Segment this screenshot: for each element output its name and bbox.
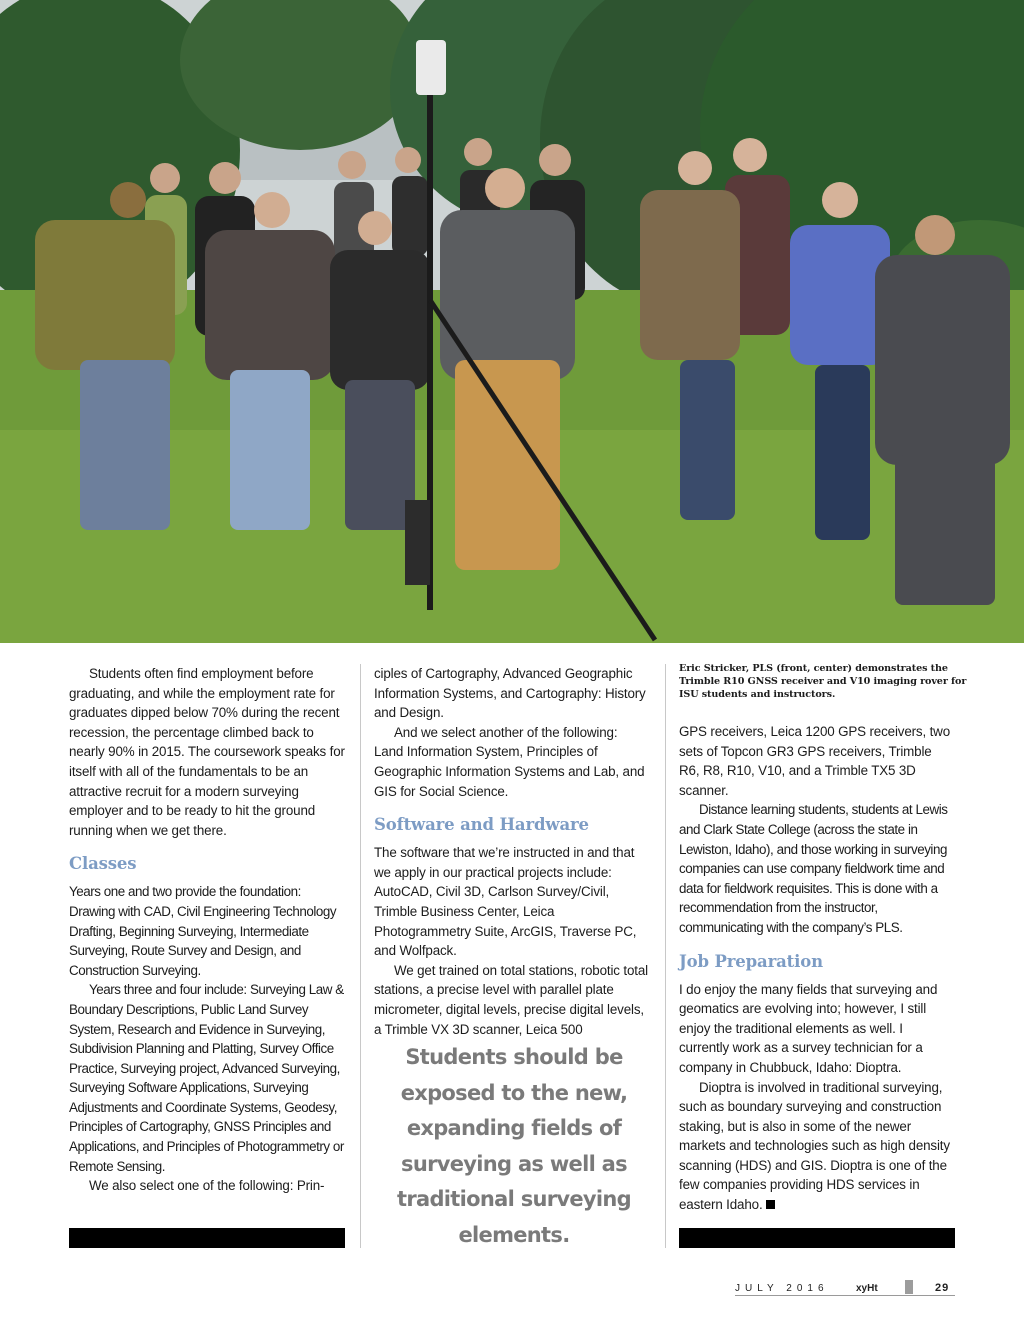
body-paragraph: Distance learning students, students at Lewis and Clark State College (across the state in Lewiston, Idaho), and those working in surveying companies can use company fieldwork time and data for fieldwork requisites. This is done with a recommendation from the instructor, communicating with the company’s PLS.	[679, 802, 948, 935]
issue-date: JULY 2016	[735, 1283, 829, 1294]
end-mark-icon	[766, 1200, 775, 1209]
photo-caption: Eric Stricker, PLS (front, center) demonstrates the Trimble R10 GNSS receiver and V10 imaging rover for ISU students and instructors.	[679, 663, 967, 700]
body-paragraph: We get trained on total stations, robotic total stations, a precise level with parallel plate micrometer, digital levels, precise digital levels, a Trimble VX 3D scanner, Leica 500	[374, 962, 648, 1037]
heading-software-hardware: Software and Hardware	[374, 815, 589, 835]
column-divider	[360, 664, 361, 1248]
body-paragraph	[679, 1078, 955, 1215]
group-photo-illustration	[0, 0, 1024, 643]
body-paragraph: Students often find employment before graduating, and while the employment rate for graduates dipped below 70% during the recent recession, the percentage climbed back to nearly 90% in 2015. The coursework speaks for itself with all of the fundamentals to be an attractive recruit for a modern surveying employer and to be ready to hit the ground running when we get there.	[69, 666, 345, 838]
column-2	[374, 664, 650, 1039]
pull-quote: Students should be exposed to the new, expanding fields of surveying as well as traditional surveying elements.	[397, 1045, 631, 1247]
body-paragraph: Years one and two provide the foundation: Drawing with CAD, Civil Engineering Technology Drafting, Beginning Surveying, Intermediate Surveying, Route Survey and Design, and Construction Surveying.	[69, 884, 337, 978]
body-paragraph: GPS receivers, Leica 1200 GPS receivers, two sets of Topcon GR3 GPS receivers, Trimble R6, R8, R10, V10, and a Trimble TX5 3D scanner.	[679, 724, 951, 798]
magazine-logo: xyHt	[856, 1283, 878, 1294]
page-number: 29	[935, 1282, 950, 1294]
body-paragraph: The software that we’re instructed in and that we apply in our practical projects include: AutoCAD, Civil 3D, Carlson Survey/Civil, Trimble Business Center, Leica Photogrammetry Suite, ArcGIS, Traverse PC, and Wolfpack.	[374, 845, 637, 959]
group-photo	[0, 0, 1024, 643]
body-text: I do enjoy the many fields that surveying and geomatics are evolving into; however, I still enjoy the traditional elements as well. I currently work as a survey technician for a company in Chubbuck, Idaho: Dioptra.	[679, 981, 938, 1075]
heading-classes: Classes	[69, 854, 137, 874]
footer-box-icon	[905, 1280, 913, 1294]
column-end-bar	[69, 1228, 345, 1248]
body-paragraph: ciples of Cartography, Advanced Geographic Information Systems, and Cartography: History and Design.	[374, 666, 646, 721]
column-divider	[665, 664, 666, 1248]
body-paragraph: Years three and four include: Surveying Law & Boundary Descriptions, Public Land Survey System, Research and Evidence in Surveying, Subdivision Planning and Platting, Survey Office Practice, Surveying project, Advanced Surveying, Surveying Software Applications, Surveying Adjustments and Coordinate Systems, Geodesy, Principles of Cartography, GNSS Principles and Applications, and Principles of Photogrammetry or Remote Sensing.	[69, 982, 344, 1174]
column-end-bar	[679, 1228, 955, 1248]
body-text: Dioptra is involved in traditional surveying, such as boundary surveying and construction staking, but is also in some of the newer markets and technologies such as high density scanning (HDS) and GIS. Dioptra is one of the few companies providing HDS services in eastern Idaho.	[679, 1079, 950, 1213]
footer-rule	[735, 1295, 955, 1296]
body-paragraph	[679, 980, 955, 1078]
body-paragraph: And we select another of the following: Land Information System, Principles of Geographic Information Systems and Lab, and GIS for Social Science.	[374, 724, 645, 799]
heading-job-preparation: Job Preparation	[679, 951, 823, 971]
body-paragraph: We also select one of the following: Prin-	[89, 1178, 325, 1194]
column-3	[679, 722, 955, 1215]
column-1	[69, 664, 345, 1196]
